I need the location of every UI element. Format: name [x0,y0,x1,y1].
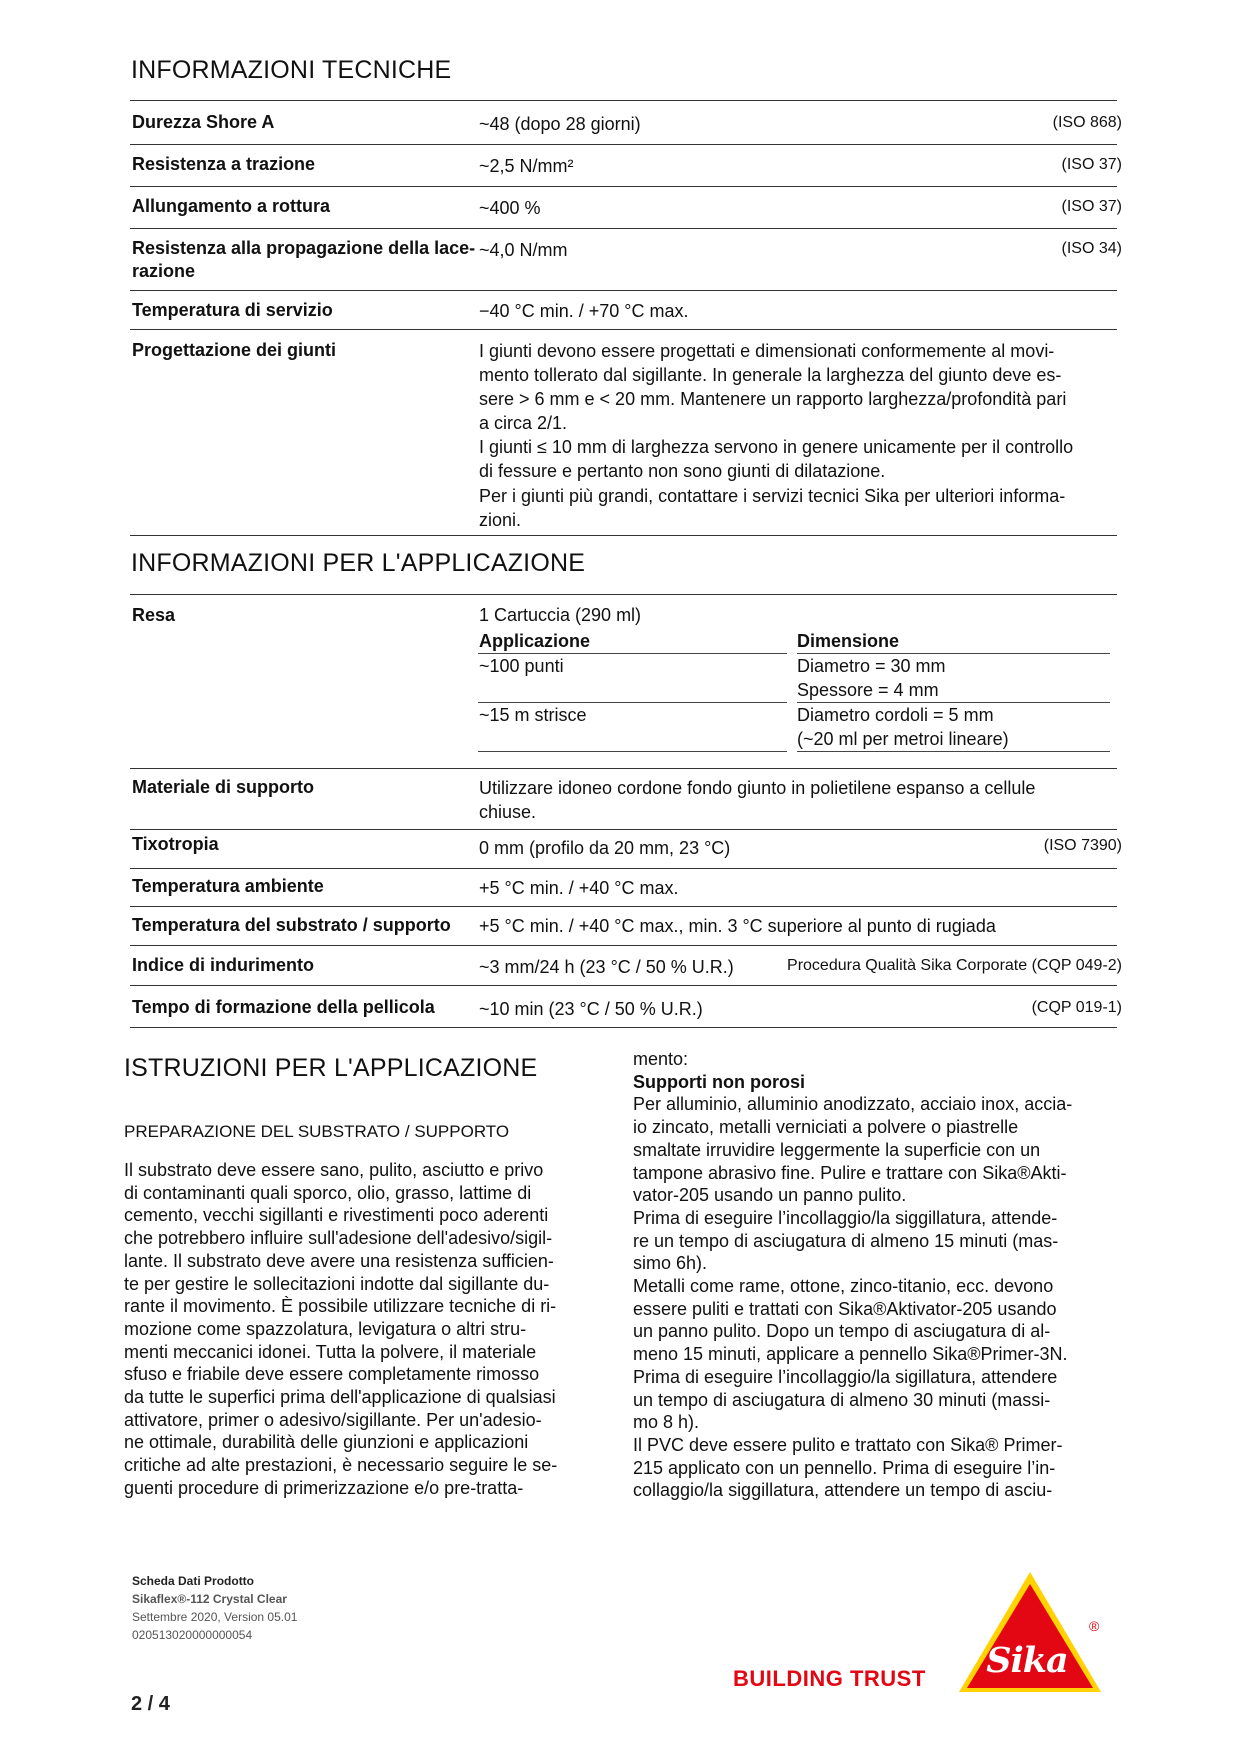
value-thixotropy: 0 mm (profilo da 20 mm, 23 °C) [479,838,731,858]
value-substrate-temperature: +5 °C min. / +40 °C max., min. 3 °C superiore al punto di rugiada [479,916,996,936]
divider [130,290,1117,291]
joint-design-line: I giunti ≤ 10 mm di larghezza servono in genere unicamente per il controllo [479,437,1074,458]
divider [130,945,1117,946]
yield-row-dim: Diametro = 30 mm [797,656,946,676]
label-thixotropy: Tixotropia [132,834,219,854]
paragraph-line: vator-205 usando un panno pulito. [633,1185,907,1206]
value-ambient-temperature: +5 °C min. / +40 °C max. [479,878,679,898]
paragraph-line: mento: [633,1049,689,1069]
divider [130,829,1117,830]
footer-doc-info [132,1572,297,1644]
standard-tensile-strength: (ISO 37) [1061,156,1122,173]
yield-col-dimension: Dimensione [797,631,900,651]
standard-curing-rate: Procedura Qualità Sika Corporate (CQP 049-2) [787,957,1122,974]
yield-col-application: Applicazione [479,631,591,651]
divider [130,228,1117,229]
paragraph-line: collaggio/la siggillatura, attendere un tempo di asciu- [633,1480,1053,1501]
instructions-right-column [633,1048,1072,1502]
label-joint-design: Progettazione dei giunti [132,340,337,360]
sika-logo-wordmark: Sika [986,1640,1068,1681]
value-elongation: ~400 % [479,198,541,218]
label-ambient-temperature: Temperatura ambiente [132,876,324,896]
label-skin-time: Tempo di formazione della pellicola [132,997,435,1017]
divider [130,144,1117,145]
divider [130,329,1117,330]
divider [130,768,1117,769]
divider [130,186,1117,187]
paragraph-line: attivatore, primer o adesivo/sigillante. Per un'adesio- [124,1409,542,1430]
value-tear-propagation: ~4,0 N/mm [479,240,568,260]
paragraph-line: Prima di eseguire l’incollaggio/la siggillatura, attende- [633,1207,1058,1228]
paragraph-line: smaltate irruvidire leggermente la superficie con un [633,1139,1041,1160]
paragraph-line: cemento, vecchi sigillanti e rivestimenti poco aderenti [124,1205,549,1226]
footer-code: 020513020000000054 [132,1628,253,1642]
joint-design-line: Per i giunti più grandi, contattare i servizi tecnici Sika per ulteriori informa- [479,485,1066,506]
subheading-substrate-preparation: PREPARAZIONE DEL SUBSTRATO / SUPPORTO [124,1122,510,1141]
standard-shore-hardness: (ISO 868) [1052,114,1122,131]
divider [130,100,1117,101]
label-backing: Materiale di supporto [132,777,315,797]
joint-design-line: I giunti devono essere progettati e dimensionati conformemente al movi- [479,341,1055,361]
yield-row-dim: (~20 ml per metroi lineare) [797,729,1009,749]
instructions-left-column [124,1159,557,1500]
value-cartridge: 1 Cartuccia (290 ml) [479,605,642,625]
paragraph-line: Il PVC deve essere pulito e trattato con Sika® Primer- [633,1434,1063,1455]
paragraph-line: guenti procedure di primerizzazione e/o pre-tratta- [124,1477,524,1498]
divider [130,594,1117,595]
paragraph-line: sfuso e friabile deve essere completamente rimosso [124,1364,540,1385]
joint-design-line: a circa 2/1. [479,413,568,434]
value-skin-time: ~10 min (23 °C / 50 % U.R.) [479,999,703,1019]
label-tear-propagation-line2: razione [132,261,196,281]
value-joint-design [479,339,1073,532]
paragraph-line: 215 applicato con un pennello. Prima di eseguire l’in- [633,1457,1056,1478]
label-substrate-temperature: Temperatura del substrato / supporto [132,915,451,935]
label-tear-propagation-line1: Resistenza alla propagazione della lace- [132,238,476,258]
yield-row-app: ~100 punti [479,656,564,676]
divider [130,906,1117,907]
registered-mark: ® [1089,1618,1100,1634]
label-elongation: Allungamento a rottura [132,196,331,216]
standard-skin-time: (CQP 019-1) [1031,999,1122,1016]
paragraph-line: re un tempo di asciugatura di almeno 15 minuti (mas- [633,1230,1059,1251]
yield-row-app: ~15 m strisce [479,705,587,725]
value-service-temperature: −40 °C min. / +70 °C max. [479,301,689,321]
label-yield: Resa [132,605,176,625]
section-title-instructions: ISTRUZIONI PER L'APPLICAZIONE [124,1054,538,1082]
joint-design-line: zioni. [479,509,522,530]
paragraph-line: menti meccanici idonei. Tutta la polvere, il materiale [124,1341,537,1362]
yield-row-dim: Spessore = 4 mm [797,680,939,700]
paragraph-line: essere puliti e trattati con Sika®Aktivator-205 usando [633,1298,1057,1319]
paragraph-line: Il substrato deve essere sano, pulito, asciutto e privo [124,1160,544,1180]
label-tensile-strength: Resistenza a trazione [132,154,316,174]
standard-elongation: (ISO 37) [1061,198,1122,215]
footer-product-name: Sikaflex®-112 Crystal Clear [132,1592,287,1606]
paragraph-line: rante il movimento. È possibile utilizzare tecniche di ri- [124,1296,557,1317]
divider [130,985,1117,986]
paragraph-line: meno 15 minuti, applicare a pennello Sika®Primer-3N. [633,1344,1068,1365]
footer-doc-type: Scheda Dati Prodotto [132,1574,255,1588]
divider [130,868,1117,869]
label-shore-hardness: Durezza Shore A [132,112,275,132]
paragraph-line: Per alluminio, alluminio anodizzato, acciaio inox, accia- [633,1094,1073,1115]
paragraph-line: da tutte le superfici prima dell'applicazione di qualsiasi [124,1387,556,1408]
paragraph-line: di contaminanti quali sporco, olio, grasso, lattime di [124,1182,532,1203]
label-tear-propagation [132,237,475,283]
paragraph-line: te per gestire le sollecitazioni indotte dal sigillante du- [124,1273,550,1294]
paragraph-line: ne ottimale, durabilità delle giunzioni e applicazioni [124,1432,529,1453]
paragraph-line: un tempo di asciugatura di almeno 30 minuti (massi- [633,1389,1051,1410]
standard-thixotropy: (ISO 7390) [1043,837,1122,854]
value-shore-hardness: ~48 (dopo 28 giorni) [479,114,641,134]
value-backing [479,776,1035,824]
joint-design-line: sere > 6 mm e < 20 mm. Mantenere un rapporto larghezza/profondità pari [479,389,1067,410]
paragraph-line: critiche ad alte prestazioni, è necessario seguire le se- [124,1455,558,1476]
section-title-technical: INFORMAZIONI TECNICHE [131,56,452,84]
yield-row-rule [797,751,1110,752]
yield-row-dim: Diametro cordoli = 5 mm [797,705,994,725]
paragraph-line: un panno pulito. Dopo un tempo di asciugatura di al- [633,1321,1051,1342]
paragraph-line: Metalli come rame, ottone, zinco-titanio, ecc. devono [633,1276,1054,1297]
value-tensile-strength: ~2,5 N/mm² [479,156,574,176]
paragraph-line: tampone abrasivo fine. Pulire e trattare con Sika®Akti- [633,1162,1067,1183]
joint-design-line: di fessure e pertanto non sono giunti di dilatazione. [479,461,886,482]
paragraph-line: io zincato, metalli verniciati a polvere o piastrelle [633,1117,1019,1138]
label-curing-rate: Indice di indurimento [132,955,315,975]
divider [130,535,1117,536]
backing-line: chiuse. [479,802,537,822]
paragraph-line: simo 6h). [633,1253,708,1274]
divider [130,1027,1117,1028]
footer-version: Settembre 2020, Version 05.01 [132,1610,298,1624]
building-trust-slogan: BUILDING TRUST [733,1666,926,1691]
paragraph-line: lante. Il substrato deve avere una resistenza sufficien- [124,1250,554,1271]
paragraph-line: che potrebbero influire sull'adesione dell'adesivo/sigil- [124,1228,553,1249]
page-number: 2 / 4 [131,1693,170,1715]
yield-row-rule [478,751,787,752]
value-curing-rate: ~3 mm/24 h (23 °C / 50 % U.R.) [479,957,734,977]
standard-tear-propagation: (ISO 34) [1061,240,1122,257]
subheading-non-porous: Supporti non porosi [633,1071,805,1092]
paragraph-line: Prima di eseguire l’incollaggio/la sigillatura, attendere [633,1366,1058,1387]
joint-design-line: mento tollerato dal sigillante. In generale la larghezza del giunto deve es- [479,365,1062,386]
backing-line: Utilizzare idoneo cordone fondo giunto in polietilene espanso a cellule [479,778,1036,798]
sika-logo [955,1570,1105,1696]
paragraph-line: mozione come spazzolatura, levigatura o altri stru- [124,1318,527,1339]
label-service-temperature: Temperatura di servizio [132,300,333,320]
section-title-application: INFORMAZIONI PER L'APPLICAZIONE [131,549,586,577]
paragraph-line: mo 8 h). [633,1412,700,1433]
